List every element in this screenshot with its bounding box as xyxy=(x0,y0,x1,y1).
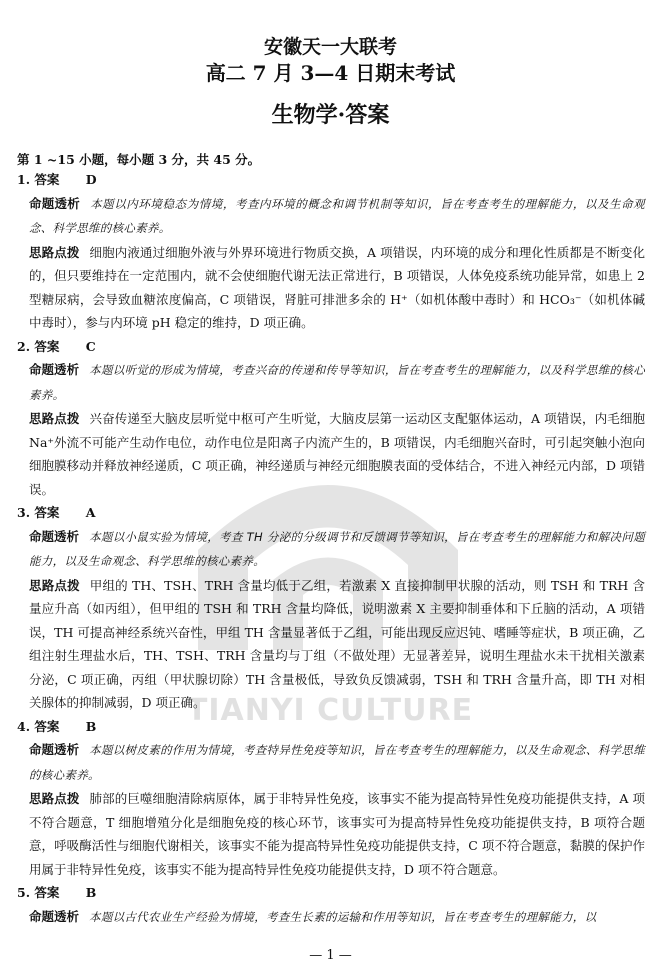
question-number: 4. xyxy=(17,718,31,734)
context-text: 本题以小鼠实验为情境，考查 TH 分泌的分级调节和反馈调节等知识，旨在考查考生的理解能力和解决问题能力，以及生命观念、科学思维的核心素养。 xyxy=(29,529,645,568)
answer-key: C xyxy=(85,338,96,354)
context-label: 命题透析 xyxy=(29,362,80,377)
question-context xyxy=(17,738,645,787)
answer-key: B xyxy=(85,718,97,734)
hint-label: 思路点拨 xyxy=(29,577,80,593)
hint-text: 甲组的 TH、TSH、TRH 含量均低于乙组，若激素 X 直接抑制甲状腺的活动，则 TSH 和 TRH 含量应升高（如丙组），但甲组的 TSH 和 TRH 含量均降低，说明激素 X 主要抑制垂体和下丘脑的活动，A 项错误，TH 可提高神经系统兴奋性，甲组 TH 含量显著低于乙组，可能出现反应迟钝、嗜睡等症状，B 项正确，乙组注射生理盐水后，TH、TSH、TRH 含量均与丁组（不做处理）无显著差异，说明生理盐水未干扰相关激素分泌，C 项正确，丙组（甲状腺切除）TH 含量极低，导致负反馈减弱，TSH 和 TRH 含量升高，即 TH 对相关腺体的抑制减弱，D 项正确。 xyxy=(29,577,645,710)
context-text: 本题以内环境稳态为情境，考查内环境的概念和调节机制等知识，旨在考查考生的理解能力，以及生命观念、科学思维的核心素养。 xyxy=(29,196,645,235)
hint-text: 兴奋传递至大脑皮层听觉中枢可产生听觉，大脑皮层第一运动区支配躯体运动，A 项错误，内毛细胞 Na⁺外流不可能产生动作电位，动作电位是阳离子内流产生的，B 项错误，内毛细胞兴奋时，可引起突触小泡向细胞膜移动并释放神经递质，C 项正确，神经递质与神经元细胞膜表面的受体结合，不进入神经元内部，D 项错误。 xyxy=(29,411,645,497)
question-number: 5. xyxy=(17,885,31,900)
answer-label: 答案 xyxy=(34,172,60,187)
hint-text: 肺部的巨噬细胞清除病原体，属于非特异性免疫，该事实不能为提高特异性免疫功能提供支持，A 项不符合题意，T 细胞增殖分化是细胞免疫的核心环节，该事实可为提高特异性免疫功能提供支持，B 项符合题意，呼吸酶活性与细胞代谢相关，该事实不能为提高特异性免疫功能提供支持，C 项不符合题意，黏膜的保护作用属于非特异性免疫，该事实不能为提高特异性免疫功能提供支持，D 项不符合题意。 xyxy=(29,791,645,877)
context-text: 本题以树皮素的作用为情境，考查特异性免疫等知识，旨在考查考生的理解能力，以及生命观念、科学思维的核心素养。 xyxy=(29,743,645,782)
answer-key: D xyxy=(85,172,97,187)
context-label: 命题透析 xyxy=(29,742,80,757)
hint-label: 思路点拨 xyxy=(29,411,80,426)
solution-hint xyxy=(17,241,645,335)
answer-key: A xyxy=(85,505,96,520)
question-answer-line xyxy=(17,501,645,525)
solution-hint xyxy=(17,407,645,501)
page-number: — 1 — xyxy=(309,948,352,963)
question-answer-line xyxy=(17,881,645,905)
answer-label: 答案 xyxy=(34,338,60,354)
answers-content xyxy=(17,168,645,929)
question-context xyxy=(17,358,645,407)
hint-text: 细胞内液通过细胞外液与外界环境进行物质交换，A 项错误，内环境的成分和理化性质都是不断变化的，但只要维持在一定范围内，就不会使细胞代谢无法正常进行，B 项错误，人体免疫系统功能异常，如患上 2 型糖尿病，会导致血糖浓度偏高，C 项错误，肾脏可排泄多余的 H⁺（如机体酸中毒时）和 HCO₃⁻（如机体碱中毒时），参与内环境 pH 稳定的维持，D 项正确。 xyxy=(29,244,645,330)
context-label: 命题透析 xyxy=(29,195,81,211)
section-intro: 第 1 ~15 小题，每小题 3 分，共 45 分。 xyxy=(17,152,261,167)
answer-label: 答案 xyxy=(34,885,60,900)
context-label: 命题透析 xyxy=(29,528,80,544)
question-context xyxy=(17,192,645,241)
question-answer-line xyxy=(17,168,645,192)
solution-hint xyxy=(17,574,645,715)
answer-key: B xyxy=(85,885,97,900)
hint-label: 思路点拨 xyxy=(29,244,80,260)
subject-title: 生物学·答案 xyxy=(271,102,390,128)
question-number: 1. xyxy=(17,172,31,187)
exam-organizer: 安徽天一大联考 xyxy=(263,36,397,58)
question-number: 2. xyxy=(17,338,31,354)
question-number: 3. xyxy=(17,505,31,520)
solution-hint xyxy=(17,787,645,881)
question-context xyxy=(17,525,645,574)
question-context xyxy=(17,905,645,930)
answer-label: 答案 xyxy=(34,505,60,520)
answer-label: 答案 xyxy=(34,718,60,734)
exam-title: 高二 7 月 3—4 日期末考试 xyxy=(205,61,456,85)
context-label: 命题透析 xyxy=(29,908,80,924)
question-answer-line xyxy=(17,715,645,739)
context-text: 本题以古代农业生产经验为情境，考查生长素的运输和作用等知识，旨在考查考生的理解能力，以 xyxy=(89,909,597,924)
question-answer-line xyxy=(17,335,645,359)
hint-label: 思路点拨 xyxy=(29,791,80,806)
context-text: 本题以听觉的形成为情境，考查兴奋的传递和传导等知识，旨在考查考生的理解能力，以及科学思维的核心素养。 xyxy=(29,363,645,402)
watermark-text: TIANYI CULTURE xyxy=(186,693,474,728)
